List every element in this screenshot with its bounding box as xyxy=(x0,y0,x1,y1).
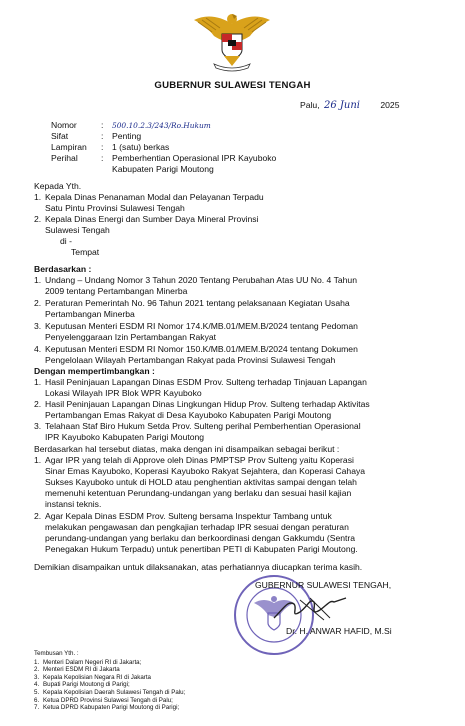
list-item: 6. Ketua DPRD Provinsi Sulawesi Tengah di Palu; xyxy=(34,696,173,704)
date-year: 2025 xyxy=(380,100,400,110)
section-menimbang xyxy=(34,366,370,443)
list-item: 1. Menteri Dalam Negeri RI di Jakarta; xyxy=(34,658,142,666)
date-place: Palu, xyxy=(300,100,320,110)
meta-value: 1 (satu) berkas xyxy=(112,142,170,152)
list-item: 3. Kepala Kepolisian Negara RI di Jakarta xyxy=(34,673,152,681)
meta-value: Pemberhentian Operasional IPR Kayuboko Kabupaten Parigi Moutong xyxy=(112,153,277,174)
meta-value: 500.10.2.3/243/Ro.Hukum xyxy=(112,121,211,130)
meta-row: Lampiran : 1 (satu) berkas xyxy=(51,142,170,152)
meta-row: Sifat : Penting xyxy=(51,131,142,141)
list-item: 7. Ketua DPRD Kabupaten Parigi Moutong di Parigi; xyxy=(34,704,180,712)
tembusan xyxy=(34,650,185,712)
list-item: 1. Kepala Dinas Penanaman Modal dan Pelayanan Terpadu Satu Pintu Provinsi Sulawesi Tengah xyxy=(34,192,264,213)
meta-row: Nomor : 500.10.2.3/243/Ro.Hukum xyxy=(51,120,211,130)
signature-scribble-icon xyxy=(270,594,350,624)
tembusan-heading: Tembusan Yth. : xyxy=(34,650,79,657)
list-item: 2. Agar Kepala Dinas ESDM Prov. Sulteng bersama Inspektur Tambang untuk melakukan pengawasan dan pengkajian terhadap IPR sesuai dengan peraturan perundang-undangan yang berlaku dan berkoordinasi dengan Gakkumdu (Sentra Penegakan Hukum Terpadu) untuk penertiban PETI di Kabupaten Parigi Moutong. xyxy=(34,511,358,554)
section-heading: Berdasarkan : xyxy=(34,264,92,274)
meta-label: Sifat xyxy=(51,131,69,141)
garuda-emblem-icon xyxy=(190,10,274,72)
list-item: 1. Undang – Undang Nomor 3 Tahun 2020 Tentang Perubahan Atas UU No. 4 Tahun 2009 tentang Pertambangan Minerba xyxy=(34,275,357,296)
list-item: 3. Keputusan Menteri ESDM RI Nomor 174.K/MB.01/MEM.B/2024 tentang Pedoman Penyelenggaraan Izin Pertambangan Rakyat xyxy=(34,321,358,342)
section-disampaikan xyxy=(34,444,365,555)
list-item: 4. Keputusan Menteri ESDM RI Nomor 150.K/MB.01/MEM.B/2024 tentang Dokumen Pengelolaan Wilayah Pertambangan Rakyat pada Provinsi Sulawesi Tengah xyxy=(34,344,358,365)
list-item: 1. Hasil Peninjauan Lapangan Dinas ESDM Prov. Sulteng terhadap Tinjauan Lapangan Lokasi Wilayah IPR Blok WPR Kayuboko xyxy=(34,377,367,398)
list-item: 2. Kepala Dinas Energi dan Sumber Daya Mineral Provinsi Sulawesi Tengah xyxy=(34,214,259,235)
list-item: 2. Peraturan Pemerintah No. 96 Tahun 2021 tentang pelaksanaan Kegiatan Usaha Pertambangan Minerba xyxy=(34,298,350,319)
list-item: 2. Hasil Peninjauan Lapangan Dinas Lingkungan Hidup Prov. Sulteng terhadap Aktivitas Pertambangan Emas Rakyat di Desa Kayuboko Kabupaten Parigi Moutong xyxy=(34,399,370,420)
meta-value: Penting xyxy=(112,131,142,141)
letter-date xyxy=(300,100,400,111)
recipients-heading: Kepada Yth. xyxy=(34,181,82,191)
section-berdasarkan xyxy=(34,264,358,366)
meta-label: Nomor xyxy=(51,120,77,130)
section-heading: Dengan mempertimbangkan : xyxy=(34,366,155,376)
list-item: 3. Telahaan Staf Biro Hukum Setda Prov. Sulteng perihal Pemberhentian Operasional IPR Kayuboko Kabupaten Parigi Moutong xyxy=(34,421,361,442)
list-item: 2. Menteri ESDM RI di Jakarta xyxy=(34,666,120,674)
signature-title: GUBERNUR SULAWESI TENGAH, xyxy=(255,580,392,590)
letter-meta xyxy=(51,120,277,175)
signatory-name: Dr. H. ANWAR HAFID, M.Si xyxy=(286,626,392,636)
recipients-tempat: Tempat xyxy=(71,247,100,257)
list-item: 1. Agar IPR yang telah di Approve oleh Dinas PMPTSP Prov Sulteng yaitu Koperasi Sinar Emas Kayuboko, Koperasi Kayuboko Rakyat Sejahtera, dan Koperasi Cahaya Sukses Kayuboko untuk di HOLD atau penghentian aktivitas sampai dengan telah memenuhi ketentuan Perundang-undangan yang berlaku dan sesuai hasil kajian instansi teknis. xyxy=(34,455,366,509)
closing-text: Demikian disampaikan untuk dilaksanakan, atas perhatiannya diucapkan terima kasih. xyxy=(34,562,363,572)
meta-label: Lampiran xyxy=(51,142,87,152)
section-intro: Berdasarkan hal tersebut diatas, maka dengan ini disampaikan sebagai berikut : xyxy=(34,444,340,454)
meta-row: Perihal : Pemberhentian Operasional IPR Kayuboko Kabupaten Parigi Moutong xyxy=(51,153,277,174)
date-handwritten: 26 Juni xyxy=(323,100,360,111)
list-item: 4. Bupati Parigi Moutong di Parigi; xyxy=(34,681,130,689)
letterhead-title: GUBERNUR SULAWESI TENGAH xyxy=(154,80,311,91)
recipients-di: di - xyxy=(60,236,72,246)
recipients xyxy=(34,181,264,258)
meta-label: Perihal xyxy=(51,153,78,163)
list-item: 5. Kepala Kepolisian Daerah Sulawesi Tengah di Palu; xyxy=(34,688,186,696)
